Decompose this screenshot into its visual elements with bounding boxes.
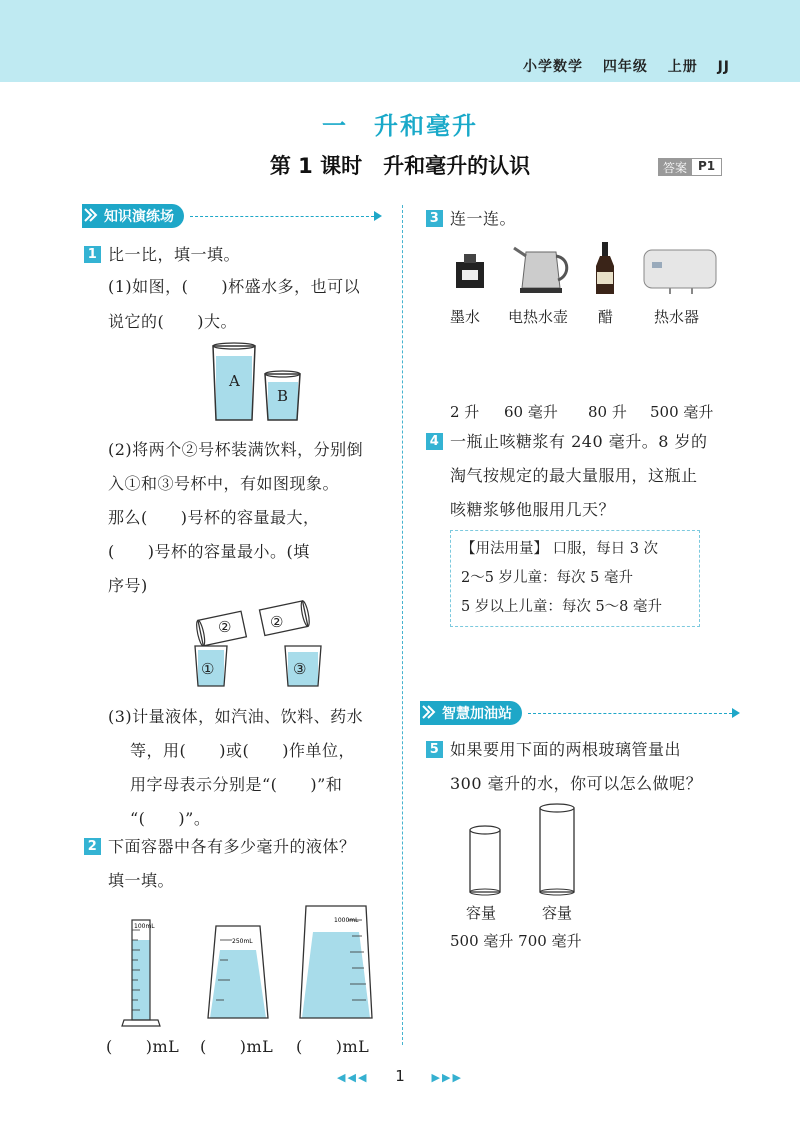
- q3-item-kettle: 电热水壶: [508, 308, 569, 326]
- q1-part3-line4: “( )”。: [130, 809, 211, 828]
- vinegar-bottle-icon: [596, 242, 614, 294]
- next-arrows-icon: ▶▶▶: [431, 1071, 463, 1084]
- cup-a-label: A: [229, 372, 240, 390]
- answer-page: P1: [692, 158, 722, 176]
- answer-label: 答案: [658, 158, 692, 176]
- q5-line1-row: [426, 733, 681, 767]
- dosage-box: [450, 530, 700, 627]
- prev-arrows-icon: ◀◀◀: [337, 1071, 369, 1084]
- q1-part2-line1: (2)将两个②号杯装满饮料，分别倒: [108, 440, 364, 459]
- q1-title: 比一比，填一填。: [108, 245, 241, 264]
- q2-title-row: [84, 830, 356, 864]
- q3-item-vinegar: 醋: [598, 308, 614, 326]
- q4-line2: 淘气按规定的最大量服用，这瓶止: [450, 466, 698, 485]
- q1-part2-line3: 那么( )号杯的容量最大，: [108, 508, 320, 527]
- q4-line1: 一瓶止咳糖浆有 240 毫升。8 岁的: [450, 432, 708, 451]
- q4-line3: 咳糖浆够他服用几天？: [450, 500, 616, 519]
- tube2-label: 容量: [542, 904, 573, 922]
- arrow-icon: [374, 211, 382, 221]
- edition: JJ: [717, 59, 730, 75]
- q3-amount-2: 60 毫升: [504, 403, 558, 421]
- arrow-icon: [732, 708, 740, 718]
- glass-tubes-figure: [462, 800, 592, 896]
- grade: 四年级: [602, 59, 648, 75]
- section-banner-knowledge: [82, 205, 382, 227]
- q2-line1: 下面容器中各有多少毫升的液体？: [108, 837, 356, 856]
- q2-blank-2[interactable]: ( )mL: [200, 1037, 274, 1056]
- column-divider: [402, 205, 403, 1045]
- cyl-scale-label: 100mL: [134, 923, 155, 930]
- q3-title: 连一连。: [450, 209, 517, 228]
- beaker2-scale-label: 1000mL: [334, 917, 359, 924]
- question-number: 3: [426, 210, 443, 227]
- volume: 上册: [667, 59, 698, 75]
- section-banner-challenge: [420, 702, 740, 724]
- q1-part2-line4: ( )号杯的容量最小。(填: [108, 542, 310, 561]
- section-label: 知识演练场: [104, 209, 174, 225]
- beaker1-scale-label: 250mL: [232, 938, 253, 945]
- tube1-label: 容量: [466, 904, 497, 922]
- ink-bottle-icon: [456, 254, 484, 288]
- q4-line1-row: [426, 425, 707, 459]
- answer-ref[interactable]: [658, 158, 722, 176]
- fast-forward-icon: [422, 705, 438, 719]
- dosage-line-3: 5 岁以上儿童：每次 5～8 毫升: [461, 599, 663, 615]
- measuring-containers-figure: [120, 900, 390, 1030]
- question-number: 1: [84, 246, 101, 263]
- page-footer: [0, 1067, 800, 1085]
- q3-item-heater: 热水器: [654, 308, 700, 326]
- q5-line1: 如果要用下面的两根玻璃管量出: [450, 740, 682, 759]
- q1-part1-line1: (1)如图，( )杯盛水多，也可以: [108, 277, 361, 296]
- q2-blank-1[interactable]: ( )mL: [106, 1037, 180, 1056]
- electric-kettle-icon: [514, 248, 567, 293]
- dosage-line-1: 【用法用量】 口服，每日 3 次: [461, 541, 659, 557]
- q2-blank-3[interactable]: ( )mL: [296, 1037, 370, 1056]
- q3-amount-1: 2 升: [450, 403, 480, 421]
- q1-part2-line2: 入①和③号杯中，有如图现象。: [108, 474, 340, 493]
- cups-ab-figure: [208, 342, 308, 424]
- cup-1-label: ①: [201, 660, 215, 678]
- q1-title-row: [84, 238, 240, 272]
- q1-part3-line1: (3)计量液体，如汽油、饮料、药水: [108, 707, 364, 726]
- question-number: 2: [84, 838, 101, 855]
- q1-part3-line2: 等，用( )或( )作单位，: [130, 741, 355, 760]
- q3-amount-4: 500 毫升: [650, 403, 714, 421]
- tube-capacities: 500 毫升 700 毫升: [450, 932, 582, 950]
- q3-title-row: [426, 202, 516, 236]
- cup-2-label-a: ②: [218, 618, 232, 636]
- q3-item-ink: 墨水: [450, 308, 481, 326]
- dosage-line-2: 2～5 岁儿童：每次 5 毫升: [461, 570, 634, 586]
- page-number: 1: [395, 1067, 405, 1085]
- q1-part1-line2: 说它的( )大。: [108, 312, 237, 331]
- lesson-title: 第 1 课时 升和毫升的认识: [269, 154, 531, 178]
- section-label: 智慧加油站: [442, 706, 512, 722]
- question-number: 5: [426, 741, 443, 758]
- q1-part2-line5: 序号): [108, 576, 148, 595]
- cup-b-label: B: [277, 387, 289, 405]
- cup-2-label-b: ②: [270, 613, 284, 631]
- subject: 小学数学: [522, 59, 583, 75]
- q2-line2: 填一填。: [108, 871, 175, 890]
- fast-forward-icon: [84, 208, 100, 222]
- q1-part3-line3: 用字母表示分别是“( )”和: [130, 775, 343, 794]
- unit-title: 一 升和毫升: [322, 112, 478, 140]
- q3-item-images: [448, 240, 728, 296]
- water-heater-icon: [644, 250, 716, 294]
- q3-amount-3: 80 升: [588, 403, 627, 421]
- book-info: [509, 56, 730, 76]
- q5-line2: 300 毫升的水，你可以怎么做呢？: [450, 774, 703, 793]
- cup-3-label: ③: [293, 660, 307, 678]
- question-number: 4: [426, 433, 443, 450]
